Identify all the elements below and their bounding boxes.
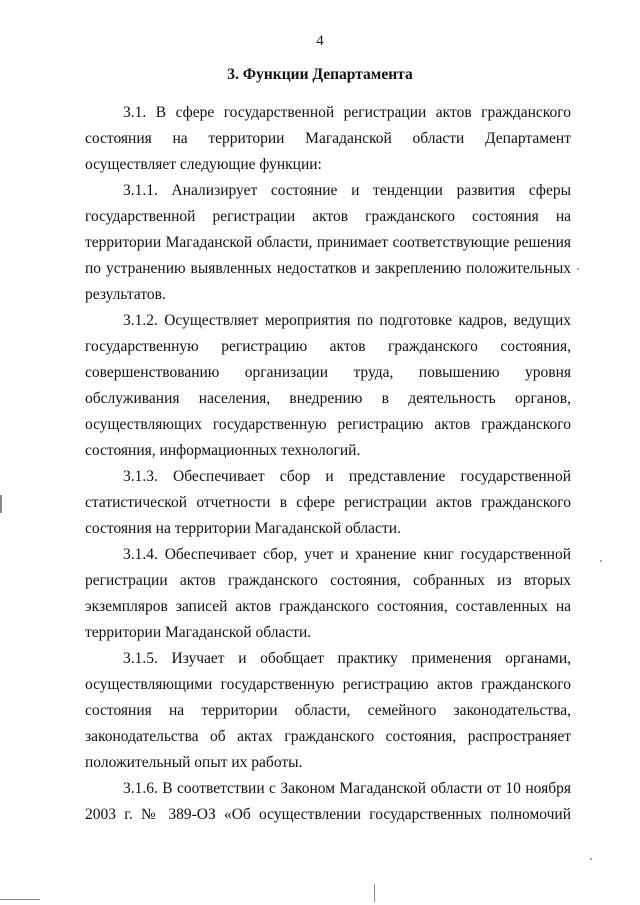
- section-title: 3. Функции Департамента: [227, 66, 413, 83]
- paragraph-3-1-1: 3.1.1. Анализирует состояние и тенденции развития сферы государственной регистрации актов гражданского состояния на территории Магаданской области, принимает соответствующие решения по устранению выявленных недостатков и закреплению положительных результатов.: [85, 182, 571, 303]
- scan-bottom-tick: [374, 884, 375, 902]
- paragraph-3-1-3: 3.1.3. Обеспечивает сбор и представление государственной статистической отчетности в сфере регистрации актов гражданского состояния на территории Магаданской области.: [85, 468, 571, 537]
- page-number: 4: [316, 33, 324, 49]
- paragraph-3-1-6-line-1: 3.1.6. В соответствии с Законом Магаданской области от 10 ноября: [123, 780, 571, 797]
- paragraph-3-1-6-line-2: 2003 г. № 389-ОЗ «Об осуществлении государственных полномочий: [85, 806, 571, 823]
- paragraph-3-1-4: 3.1.4. Обеспечивает сбор, учет и хранение книг государственной регистрации актов гражданского состояния, собранных из вторых экземпляров записей актов гражданского состояния, составленных на территории Магаданской области.: [85, 546, 571, 641]
- paragraph-3-1-5: 3.1.5. Изучает и обобщает практику применения органами, осуществляющими государственную регистрацию актов гражданского состояния на территории области, семейного законодательства, законодательства об актах гражданского состояния, распространяет положительный опыт их работы.: [85, 650, 571, 771]
- scan-dot: [590, 858, 592, 860]
- paragraph-3-1-2: 3.1.2. Осуществляет мероприятия по подготовке кадров, ведущих государственную регистрацию актов гражданского состояния, совершенствованию организации труда, повышению уровня обслуживания населения, внедрению в деятельность органов, осуществляющих государственную регистрацию актов гражданского состояния, информационных технологий.: [85, 312, 571, 459]
- paragraph-3-1: 3.1. В сфере государственной регистрации актов гражданского состояния на территории Магаданской области Департамент осуществляет следующие функции:: [85, 104, 571, 173]
- scan-bottom-line: [0, 899, 40, 900]
- scan-dot: [600, 560, 602, 562]
- body-text: [85, 100, 571, 828]
- scan-margin-mark: [0, 495, 2, 513]
- scan-dot: [577, 268, 579, 270]
